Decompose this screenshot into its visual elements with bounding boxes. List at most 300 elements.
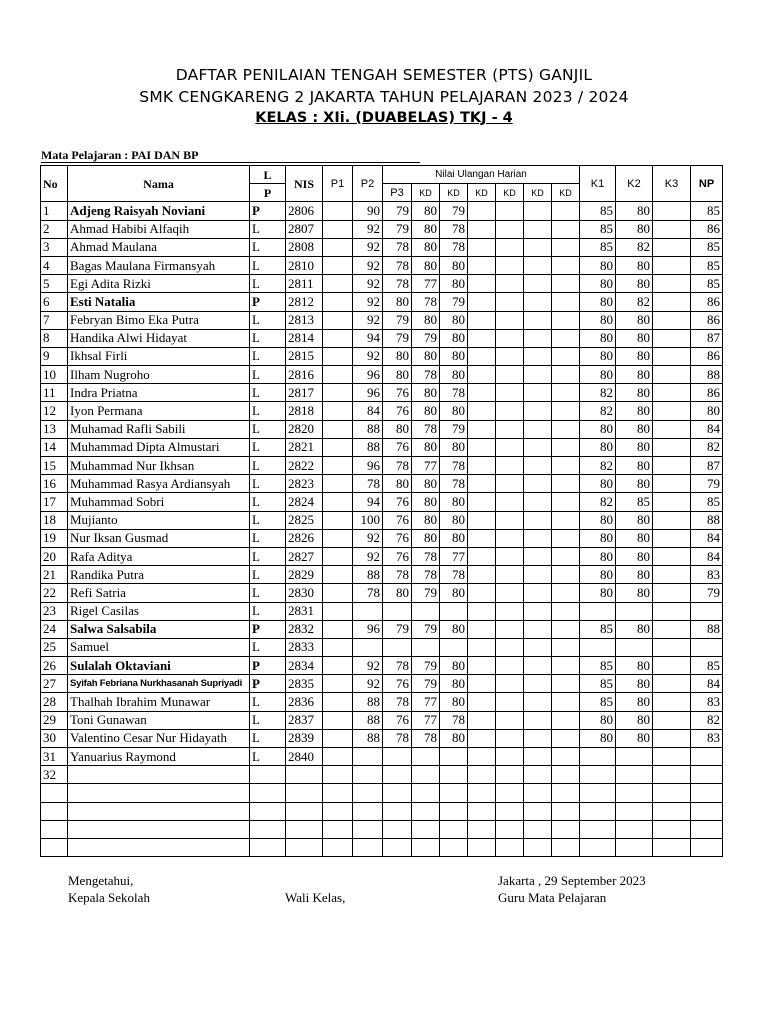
table-row	[41, 493, 723, 511]
table-row	[41, 475, 723, 493]
cell-k3	[653, 220, 691, 238]
cell-kd	[524, 638, 552, 656]
cell-kd	[468, 547, 496, 565]
header-nilai-ulangan-harian: Nilai Ulangan Harian	[383, 166, 580, 184]
cell-kd: 80	[412, 475, 440, 493]
cell-kd	[496, 638, 524, 656]
cell-k1: 80	[580, 547, 616, 565]
table-row	[41, 220, 723, 238]
cell-kd	[524, 766, 552, 784]
cell-kd	[468, 347, 496, 365]
cell-nis	[286, 802, 323, 820]
cell-name	[68, 838, 250, 856]
cell-np: 79	[691, 475, 723, 493]
cell-p3: 76	[383, 402, 412, 420]
cell-nis: 2815	[286, 347, 323, 365]
cell-kd	[552, 729, 580, 747]
cell-lp: L	[250, 511, 286, 529]
cell-p1	[323, 620, 353, 638]
footer-wali-kelas: Wali Kelas,	[285, 890, 346, 905]
cell-p3	[383, 820, 412, 838]
cell-kd	[552, 784, 580, 802]
cell-kd: 80	[440, 438, 468, 456]
cell-no: 13	[41, 420, 68, 438]
cell-k3	[653, 366, 691, 384]
cell-kd: 80	[440, 275, 468, 293]
cell-np: 83	[691, 729, 723, 747]
cell-kd	[524, 311, 552, 329]
cell-name: Rigel Casilas	[68, 602, 250, 620]
cell-k2	[616, 602, 653, 620]
cell-kd	[552, 711, 580, 729]
cell-kd: 77	[412, 457, 440, 475]
cell-p2: 88	[353, 729, 383, 747]
cell-nis: 2837	[286, 711, 323, 729]
cell-k1: 82	[580, 493, 616, 511]
table-row	[41, 529, 723, 547]
cell-lp: P	[250, 657, 286, 675]
cell-k1: 80	[580, 729, 616, 747]
cell-k1: 80	[580, 566, 616, 584]
cell-p1	[323, 238, 353, 256]
cell-p3: 80	[383, 584, 412, 602]
cell-k3	[653, 420, 691, 438]
cell-kd	[468, 820, 496, 838]
cell-no: 29	[41, 711, 68, 729]
cell-k2: 80	[616, 202, 653, 220]
cell-lp: L	[250, 693, 286, 711]
table-row	[41, 275, 723, 293]
cell-kd	[468, 438, 496, 456]
table-row	[41, 838, 723, 856]
cell-p3: 76	[383, 511, 412, 529]
cell-k3	[653, 202, 691, 220]
table-row	[41, 402, 723, 420]
cell-p3: 76	[383, 493, 412, 511]
cell-kd	[468, 675, 496, 693]
cell-kd: 78	[440, 457, 468, 475]
cell-k1: 80	[580, 347, 616, 365]
cell-name: Toni Gunawan	[68, 711, 250, 729]
cell-kd	[524, 584, 552, 602]
cell-k2: 80	[616, 584, 653, 602]
cell-kd	[496, 657, 524, 675]
cell-k1: 85	[580, 693, 616, 711]
cell-p2: 92	[353, 238, 383, 256]
cell-kd	[468, 256, 496, 274]
cell-k3	[653, 766, 691, 784]
cell-no: 22	[41, 584, 68, 602]
header-p1: P1	[323, 166, 353, 202]
cell-np	[691, 638, 723, 656]
cell-kd	[496, 311, 524, 329]
cell-k3	[653, 675, 691, 693]
footer-place-date: Jakarta , 29 September 2023	[498, 873, 646, 888]
cell-kd	[468, 711, 496, 729]
cell-kd	[496, 838, 524, 856]
cell-kd	[552, 584, 580, 602]
table-row	[41, 766, 723, 784]
cell-kd	[552, 675, 580, 693]
cell-kd: 80	[412, 511, 440, 529]
cell-k2: 80	[616, 657, 653, 675]
cell-nis: 2826	[286, 529, 323, 547]
cell-no: 3	[41, 238, 68, 256]
cell-name: Sulalah Oktaviani	[68, 657, 250, 675]
cell-k2: 80	[616, 347, 653, 365]
cell-no: 15	[41, 457, 68, 475]
cell-no: 16	[41, 475, 68, 493]
cell-p1	[323, 275, 353, 293]
cell-k3	[653, 838, 691, 856]
cell-nis: 2821	[286, 438, 323, 456]
cell-lp: P	[250, 675, 286, 693]
cell-kd: 80	[440, 347, 468, 365]
cell-p2: 96	[353, 384, 383, 402]
cell-lp: L	[250, 402, 286, 420]
cell-k3	[653, 311, 691, 329]
cell-nis	[286, 820, 323, 838]
cell-np	[691, 748, 723, 766]
cell-k2: 80	[616, 620, 653, 638]
cell-k3	[653, 256, 691, 274]
cell-kd	[524, 675, 552, 693]
cell-no: 12	[41, 402, 68, 420]
header-p: P	[250, 184, 286, 202]
cell-p3	[383, 838, 412, 856]
cell-p2: 78	[353, 475, 383, 493]
cell-k1: 85	[580, 620, 616, 638]
cell-k3	[653, 584, 691, 602]
cell-p1	[323, 729, 353, 747]
header-kd: KD	[496, 184, 524, 202]
cell-kd	[412, 602, 440, 620]
cell-kd	[524, 748, 552, 766]
cell-lp	[250, 784, 286, 802]
cell-kd	[524, 475, 552, 493]
cell-k2: 80	[616, 529, 653, 547]
cell-k2: 82	[616, 238, 653, 256]
cell-name: Iyon Permana	[68, 402, 250, 420]
cell-kd	[496, 766, 524, 784]
cell-kd: 78	[412, 366, 440, 384]
cell-lp	[250, 766, 286, 784]
cell-p1	[323, 493, 353, 511]
cell-nis: 2824	[286, 493, 323, 511]
cell-p2: 94	[353, 493, 383, 511]
cell-lp: L	[250, 529, 286, 547]
cell-kd: 80	[412, 202, 440, 220]
cell-k1	[580, 838, 616, 856]
cell-p2	[353, 748, 383, 766]
cell-lp: L	[250, 238, 286, 256]
cell-p2: 94	[353, 329, 383, 347]
cell-kd: 80	[412, 347, 440, 365]
cell-lp: L	[250, 638, 286, 656]
cell-no: 25	[41, 638, 68, 656]
cell-kd	[468, 584, 496, 602]
cell-k2: 80	[616, 275, 653, 293]
cell-np: 82	[691, 711, 723, 729]
cell-name: Ahmad Habibi Alfaqih	[68, 220, 250, 238]
cell-k3	[653, 784, 691, 802]
cell-k2: 80	[616, 311, 653, 329]
cell-kd	[468, 293, 496, 311]
cell-p1	[323, 457, 353, 475]
cell-k3	[653, 566, 691, 584]
cell-kd	[468, 693, 496, 711]
cell-kd	[552, 402, 580, 420]
cell-kd: 78	[440, 711, 468, 729]
cell-p2	[353, 838, 383, 856]
cell-p1	[323, 547, 353, 565]
cell-k1: 80	[580, 529, 616, 547]
cell-kd	[468, 275, 496, 293]
cell-name: Febryan Bimo Eka Putra	[68, 311, 250, 329]
cell-no: 5	[41, 275, 68, 293]
header-k2: K2	[616, 166, 653, 202]
cell-kd: 80	[440, 675, 468, 693]
cell-name: Randika Putra	[68, 566, 250, 584]
cell-k2	[616, 838, 653, 856]
header-no: No	[41, 166, 68, 202]
cell-np: 87	[691, 329, 723, 347]
cell-k2: 80	[616, 547, 653, 565]
cell-no	[41, 838, 68, 856]
cell-kd	[552, 238, 580, 256]
cell-p2	[353, 766, 383, 784]
cell-kd: 78	[412, 420, 440, 438]
cell-kd	[468, 329, 496, 347]
cell-nis: 2823	[286, 475, 323, 493]
cell-nis: 2836	[286, 693, 323, 711]
cell-kd	[468, 420, 496, 438]
cell-name: Bagas Maulana Firmansyah	[68, 256, 250, 274]
cell-k3	[653, 529, 691, 547]
cell-kd	[552, 820, 580, 838]
cell-k3	[653, 729, 691, 747]
cell-kd	[524, 529, 552, 547]
cell-kd	[524, 220, 552, 238]
cell-no	[41, 802, 68, 820]
cell-np	[691, 766, 723, 784]
cell-name: Syifah Febriana Nurkhasanah Supriyadi	[68, 675, 250, 693]
cell-kd: 80	[412, 256, 440, 274]
cell-k3	[653, 638, 691, 656]
cell-no: 24	[41, 620, 68, 638]
cell-kd	[524, 547, 552, 565]
cell-lp: L	[250, 729, 286, 747]
cell-kd	[440, 838, 468, 856]
cell-kd	[496, 547, 524, 565]
cell-kd	[552, 256, 580, 274]
cell-nis: 2812	[286, 293, 323, 311]
header-kd: KD	[440, 184, 468, 202]
cell-no: 8	[41, 329, 68, 347]
subject-label: Mata Pelajaran : PAI DAN BP	[41, 149, 420, 163]
cell-nis: 2833	[286, 638, 323, 656]
cell-k1: 80	[580, 256, 616, 274]
cell-k3	[653, 657, 691, 675]
cell-kd	[524, 420, 552, 438]
cell-no	[41, 784, 68, 802]
cell-p2: 100	[353, 511, 383, 529]
cell-k1	[580, 748, 616, 766]
cell-p2	[353, 784, 383, 802]
cell-kd	[440, 638, 468, 656]
cell-kd	[524, 620, 552, 638]
cell-kd	[468, 620, 496, 638]
cell-np: 84	[691, 547, 723, 565]
table-row	[41, 384, 723, 402]
cell-kd	[552, 202, 580, 220]
cell-np: 85	[691, 657, 723, 675]
cell-kd	[468, 511, 496, 529]
cell-kd	[552, 347, 580, 365]
cell-k1: 82	[580, 384, 616, 402]
cell-kd	[524, 838, 552, 856]
cell-kd	[496, 748, 524, 766]
cell-name: Samuel	[68, 638, 250, 656]
cell-kd	[524, 784, 552, 802]
cell-kd	[552, 493, 580, 511]
cell-k1	[580, 820, 616, 838]
cell-no: 2	[41, 220, 68, 238]
cell-p2: 88	[353, 438, 383, 456]
cell-np	[691, 784, 723, 802]
cell-k3	[653, 238, 691, 256]
cell-kd	[524, 275, 552, 293]
cell-kd	[496, 493, 524, 511]
cell-k3	[653, 711, 691, 729]
cell-p1	[323, 657, 353, 675]
cell-k1: 85	[580, 238, 616, 256]
footer-mengetahui: Mengetahui,	[68, 873, 134, 888]
cell-kd	[496, 711, 524, 729]
cell-k3	[653, 693, 691, 711]
cell-kd	[552, 602, 580, 620]
cell-kd	[524, 693, 552, 711]
cell-no: 14	[41, 438, 68, 456]
cell-kd	[468, 493, 496, 511]
cell-kd: 80	[412, 238, 440, 256]
cell-name: Yanuarius Raymond	[68, 748, 250, 766]
cell-kd	[412, 638, 440, 656]
cell-np: 88	[691, 366, 723, 384]
cell-kd	[524, 202, 552, 220]
cell-kd	[496, 602, 524, 620]
cell-k2: 80	[616, 438, 653, 456]
cell-p2: 84	[353, 402, 383, 420]
cell-name	[68, 820, 250, 838]
grade-table	[40, 165, 723, 857]
cell-k3	[653, 493, 691, 511]
cell-kd	[496, 475, 524, 493]
cell-p1	[323, 475, 353, 493]
cell-np: 85	[691, 256, 723, 274]
cell-kd	[496, 820, 524, 838]
cell-name	[68, 784, 250, 802]
cell-kd: 80	[412, 529, 440, 547]
cell-k3	[653, 475, 691, 493]
cell-nis	[286, 766, 323, 784]
cell-kd: 79	[412, 675, 440, 693]
cell-nis	[286, 838, 323, 856]
cell-nis: 2814	[286, 329, 323, 347]
cell-kd: 78	[440, 566, 468, 584]
cell-kd	[496, 729, 524, 747]
cell-k3	[653, 620, 691, 638]
cell-p1	[323, 693, 353, 711]
cell-kd: 80	[412, 220, 440, 238]
cell-kd	[552, 311, 580, 329]
cell-kd	[552, 220, 580, 238]
cell-kd	[552, 511, 580, 529]
cell-p1	[323, 766, 353, 784]
cell-p3: 78	[383, 693, 412, 711]
cell-name: Handika Alwi Hidayat	[68, 329, 250, 347]
cell-kd	[524, 602, 552, 620]
cell-lp	[250, 802, 286, 820]
cell-kd	[496, 384, 524, 402]
cell-kd	[552, 275, 580, 293]
cell-kd: 80	[440, 729, 468, 747]
cell-kd: 78	[412, 547, 440, 565]
cell-p3: 78	[383, 457, 412, 475]
cell-nis: 2829	[286, 566, 323, 584]
header-p2: P2	[353, 166, 383, 202]
cell-k1: 80	[580, 584, 616, 602]
cell-kd	[496, 329, 524, 347]
cell-k2: 80	[616, 366, 653, 384]
cell-kd	[468, 657, 496, 675]
cell-kd	[524, 711, 552, 729]
cell-lp: L	[250, 256, 286, 274]
cell-no: 23	[41, 602, 68, 620]
cell-k1: 80	[580, 366, 616, 384]
cell-p3: 80	[383, 347, 412, 365]
cell-k2	[616, 638, 653, 656]
cell-p2: 92	[353, 529, 383, 547]
cell-kd	[468, 311, 496, 329]
cell-name: Ikhsal Firli	[68, 347, 250, 365]
cell-p3: 76	[383, 711, 412, 729]
cell-kd	[412, 748, 440, 766]
cell-name: Rafa Aditya	[68, 547, 250, 565]
cell-nis: 2830	[286, 584, 323, 602]
cell-p3: 76	[383, 384, 412, 402]
cell-k3	[653, 802, 691, 820]
cell-p3	[383, 784, 412, 802]
cell-lp	[250, 838, 286, 856]
cell-kd	[412, 820, 440, 838]
cell-p3: 78	[383, 238, 412, 256]
cell-p3: 79	[383, 329, 412, 347]
cell-p1	[323, 584, 353, 602]
table-row	[41, 820, 723, 838]
cell-np: 85	[691, 238, 723, 256]
cell-np: 84	[691, 675, 723, 693]
header-nis: NIS	[286, 166, 323, 202]
cell-kd: 80	[440, 366, 468, 384]
cell-p1	[323, 384, 353, 402]
cell-p2	[353, 602, 383, 620]
cell-lp	[250, 820, 286, 838]
cell-nis: 2807	[286, 220, 323, 238]
cell-p3	[383, 766, 412, 784]
cell-kd: 77	[412, 275, 440, 293]
cell-kd	[440, 602, 468, 620]
